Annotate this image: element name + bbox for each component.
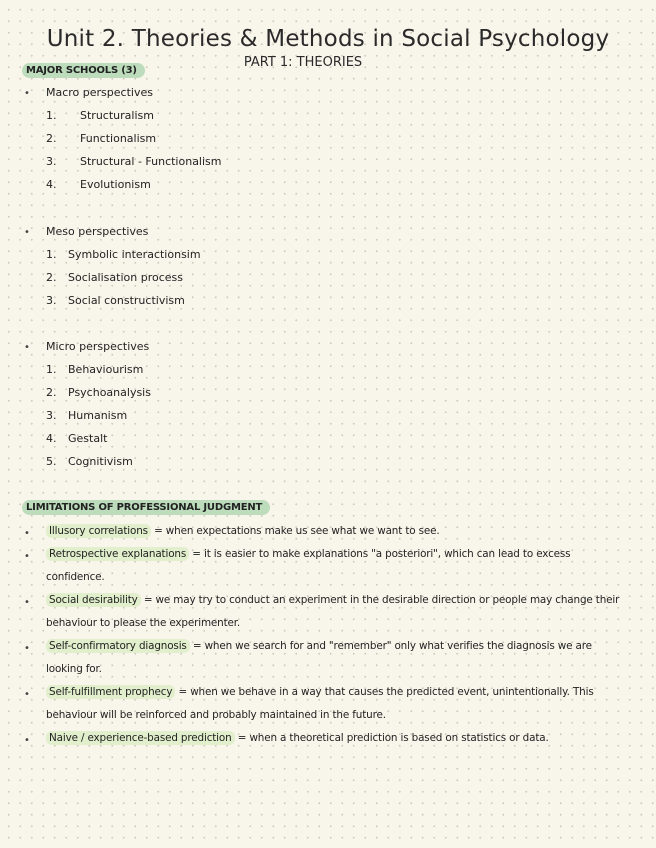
- limitation-item: [46, 520, 630, 543]
- major-schools-heading: MAJOR SCHOOLS (3): [22, 63, 145, 78]
- bullet: •: [24, 551, 30, 562]
- limitation-description: = we may try to conduct an experiment in the desirable direction or people may change their behaviour to please the experimenter.: [46, 594, 620, 629]
- page-title: Unit 2. Theories & Methods in Social Psychology: [46, 26, 610, 52]
- limitations-heading: LIMITATIONS OF PROFESSIONAL JUDGMENT: [22, 500, 270, 515]
- list-item: Functionalism: [80, 132, 157, 145]
- list-item: Behaviourism: [68, 363, 144, 376]
- list-item: Cognitivism: [68, 455, 133, 468]
- limitation-term: Naive / experience-based prediction: [46, 731, 235, 745]
- limitation-description: = it is easier to make explanations "a posteriori", which can lead to excess confidence.: [46, 548, 571, 583]
- limitation-item: [46, 727, 630, 750]
- list-item: Psychoanalysis: [68, 386, 151, 399]
- list-item: Humanism: [68, 409, 128, 422]
- bullet: •: [24, 689, 30, 700]
- list-number: 3.: [46, 155, 57, 168]
- limitation-term: Self-fulfillment prophecy: [46, 685, 175, 699]
- list-number: 2.: [46, 386, 57, 399]
- list-item: Gestalt: [68, 432, 108, 445]
- limitation-term: Illusory correlations: [46, 524, 151, 538]
- list-number: 3.: [46, 294, 57, 307]
- list-number: 3.: [46, 409, 57, 422]
- bullet: •: [24, 597, 30, 608]
- bullet: •: [24, 88, 30, 99]
- limitation-description: = when expectations make us see what we want to see.: [150, 525, 440, 537]
- list-item: Structuralism: [80, 109, 154, 122]
- bullet: •: [24, 342, 30, 353]
- list-item: Evolutionism: [80, 178, 151, 191]
- list-number: 1.: [46, 363, 57, 376]
- limitation-term: Self-confirmatory diagnosis: [46, 639, 190, 653]
- meso-perspectives-label: Meso perspectives: [46, 225, 149, 238]
- list-item: Social constructivism: [68, 294, 185, 307]
- page-subtitle: PART 1: THEORIES: [243, 55, 363, 70]
- limitation-term: Retrospective explanations: [46, 547, 189, 561]
- limitation-item: [46, 635, 630, 681]
- macro-perspectives-label: Macro perspectives: [46, 86, 153, 99]
- bullet: •: [24, 528, 30, 539]
- list-number: 4.: [46, 432, 57, 445]
- list-item: Socialisation process: [68, 271, 183, 284]
- bullet: •: [24, 227, 30, 238]
- list-number: 1.: [46, 248, 57, 261]
- limitation-description: = when we behave in a way that causes the predicted event, unintentionally. This behaviour will be reinforced and probably maintained in the future.: [46, 686, 594, 721]
- list-number: 2.: [46, 132, 57, 145]
- list-item: Structural - Functionalism: [80, 155, 222, 168]
- list-number: 2.: [46, 271, 57, 284]
- list-number: 5.: [46, 455, 57, 468]
- micro-perspectives-label: Micro perspectives: [46, 340, 150, 353]
- limitation-description: = when a theoretical prediction is based on statistics or data.: [234, 732, 549, 744]
- limitation-item: [46, 589, 630, 635]
- limitation-description: = when we search for and "remember" only what verifies the diagnosis we are looking for.: [46, 640, 592, 675]
- limitation-term: Social desirability: [46, 593, 141, 607]
- list-number: 1.: [46, 109, 57, 122]
- bullet: •: [24, 735, 30, 746]
- limitation-item: [46, 681, 630, 727]
- bullet: •: [24, 643, 30, 654]
- list-number: 4.: [46, 178, 57, 191]
- list-item: Symbolic interactionsim: [68, 248, 201, 261]
- limitation-item: [46, 543, 630, 589]
